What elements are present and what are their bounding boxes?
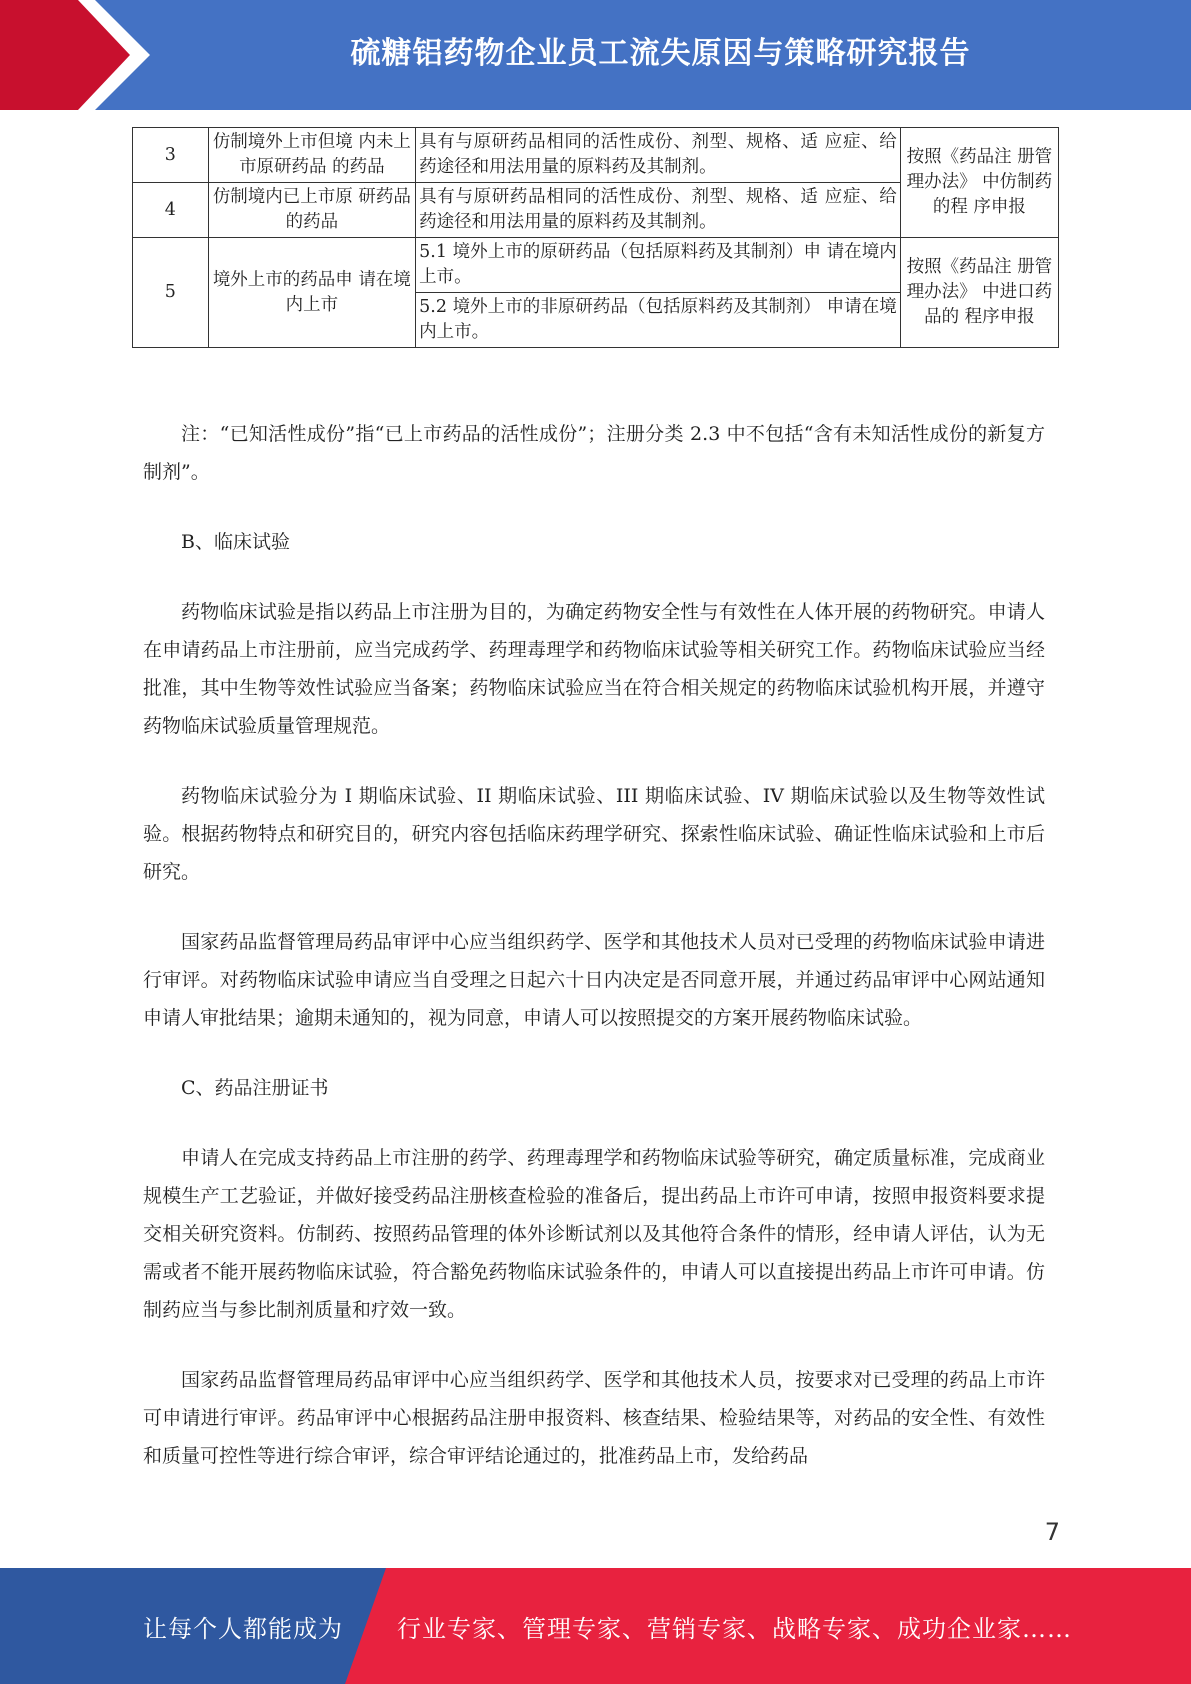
registration-category-table bbox=[132, 127, 1059, 348]
page-header bbox=[0, 0, 1191, 110]
page-number: 7 bbox=[1044, 1518, 1060, 1546]
row-number: 5 bbox=[133, 238, 209, 348]
table-row bbox=[133, 238, 1059, 293]
procedure-cell: 按照《药品注 册管理办法》 中进口药品的 程序申报 bbox=[900, 238, 1058, 348]
row-number: 3 bbox=[133, 128, 209, 183]
section-heading-clinical-trials: B、临床试验 bbox=[181, 531, 290, 553]
page-footer bbox=[0, 1568, 1191, 1684]
category-cell: 仿制境外上市但境 内未上市原研药品 的药品 bbox=[208, 128, 416, 183]
paragraph: 申请人在完成支持药品上市注册的药学、药理毒理学和药物临床试验等研究，确定质量标准，完成商业规模生产工艺验证，并做好接受药品注册核查检验的准备后，提出药品上市许可申请，按照申报资料要求提交相关研究资料。仿制药、按照药品管理的体外诊断试剂以及其他符合条件的情形，经申请人评估，认为无需或者不能开展药物临床试验，符合豁免药物临床试验条件的，申请人可以直接提出药品上市许可申请。仿制药应当与参比制剂质量和疗效一致。 bbox=[143, 1147, 1045, 1321]
description-cell: 5.1 境外上市的原研药品（包括原料药及其制剂）申 请在境内上市。 bbox=[416, 238, 901, 293]
table-note: 注：“已知活性成份”指“已上市药品的活性成份”；注册分类 2.3 中不包括“含有未知活性成份的新复方制剂”。 bbox=[143, 423, 1045, 483]
footer-slogan-left: 让每个人都能成为 bbox=[143, 1614, 343, 1643]
document-body bbox=[143, 415, 1045, 1507]
paragraph: 国家药品监督管理局药品审评中心应当组织药学、医学和其他技术人员，按要求对已受理的药品上市许可申请进行审评。药品审评中心根据药品注册申报资料、核查结果、检验结果等，对药品的安全性、有效性和质量可控性等进行综合审评，综合审评结论通过的，批准药品上市，发给药品 bbox=[143, 1369, 1045, 1467]
header-chevron-graphic bbox=[0, 0, 160, 110]
footer-slogan-right: 行业专家、管理专家、营销专家、战略专家、成功企业家…… bbox=[397, 1614, 1072, 1643]
paragraph: 药物临床试验是指以药品上市注册为目的，为确定药物安全性与有效性在人体开展的药物研究。申请人在申请药品上市注册前，应当完成药学、药理毒理学和药物临床试验等相关研究工作。药物临床试验应当经批准，其中生物等效性试验应当备案；药物临床试验应当在符合相关规定的药物临床试验机构开展，并遵守药物临床试验质量管理规范。 bbox=[143, 601, 1045, 737]
description-cell: 具有与原研药品相同的活性成份、剂型、规格、适 应症、给药途径和用法用量的原料药及其制剂。 bbox=[416, 183, 901, 238]
paragraph: 国家药品监督管理局药品审评中心应当组织药学、医学和其他技术人员对已受理的药物临床试验申请进行审评。对药物临床试验申请应当自受理之日起六十日内决定是否同意开展，并通过药品审评中心网站通知申请人审批结果；逾期未通知的，视为同意，申请人可以按照提交的方案开展药物临床试验。 bbox=[143, 931, 1045, 1029]
report-title: 硫糖铝药物企业员工流失原因与策略研究报告 bbox=[350, 36, 971, 71]
paragraph: 药物临床试验分为 I 期临床试验、II 期临床试验、III 期临床试验、IV 期临床试验以及生物等效性试验。根据药物特点和研究目的，研究内容包括临床药理学研究、探索性临床试验、确证性临床试验和上市后研究。 bbox=[143, 785, 1045, 883]
row-number: 4 bbox=[133, 183, 209, 238]
category-cell: 境外上市的药品申 请在境内上市 bbox=[208, 238, 416, 348]
procedure-cell: 按照《药品注 册管理办法》 中仿制药的程 序申报 bbox=[900, 128, 1058, 238]
category-cell: 仿制境内已上市原 研药品的药品 bbox=[208, 183, 416, 238]
description-cell: 5.2 境外上市的非原研药品（包括原料药及其制剂） 申请在境内上市。 bbox=[416, 293, 901, 348]
section-heading-registration-certificate: C、药品注册证书 bbox=[181, 1077, 329, 1099]
description-cell: 具有与原研药品相同的活性成份、剂型、规格、适 应症、给药途径和用法用量的原料药及其制剂。 bbox=[416, 128, 901, 183]
table-row bbox=[133, 128, 1059, 183]
